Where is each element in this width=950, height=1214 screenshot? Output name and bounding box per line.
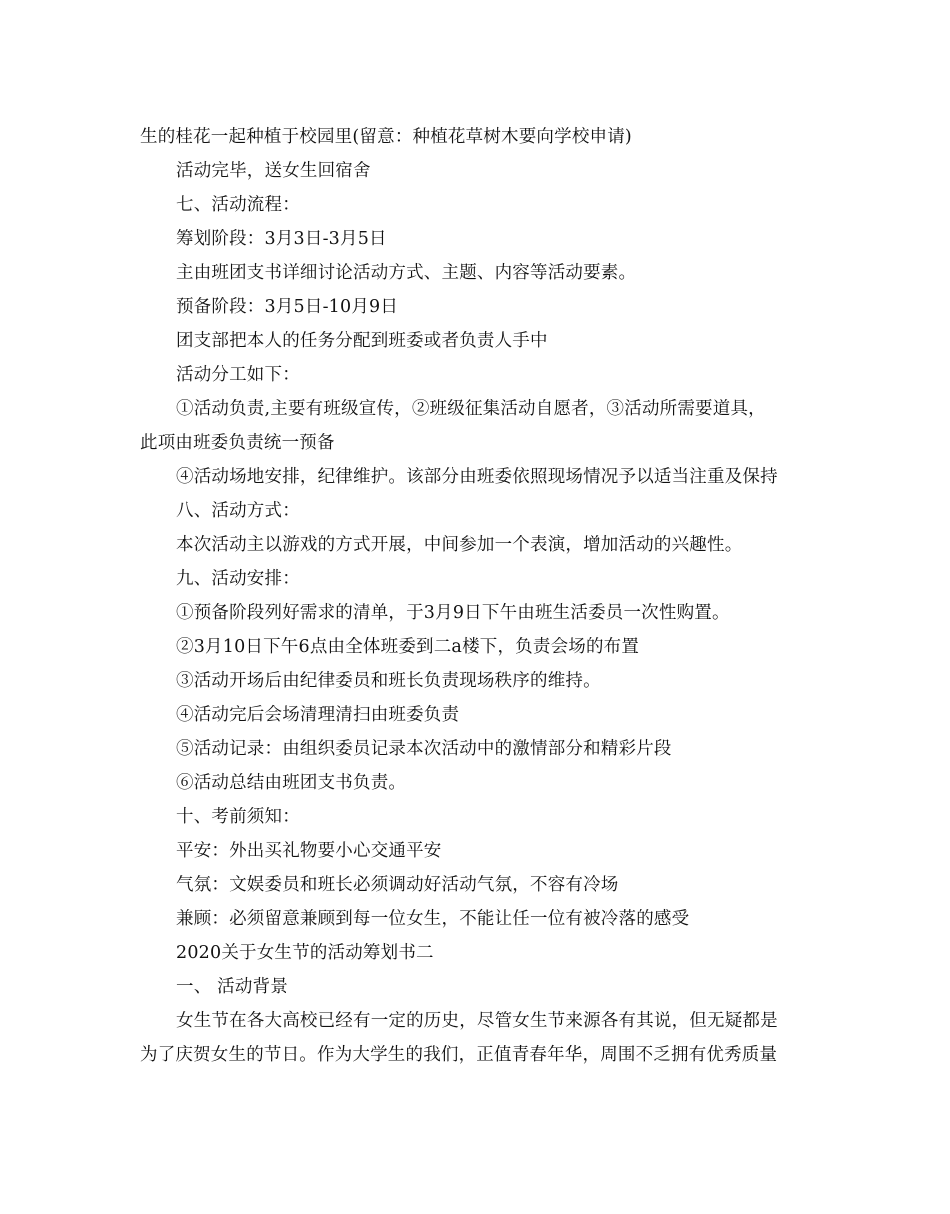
text-line: ⑤活动记录：由组织委员记录本次活动中的激情部分和精彩片段 [176, 739, 672, 759]
document-body [140, 120, 812, 1072]
text-line: ④活动完后会场清理清扫由班委负责 [176, 705, 460, 725]
section-heading: 八、活动方式： [176, 501, 300, 521]
text-line: 筹划阶段：3月3日-3月5日 [176, 229, 387, 249]
section-heading: 七、活动流程： [176, 195, 300, 215]
text-line: ④活动场地安排，纪律维护。该部分由班委依照现场情况予以适当注重及保持 [176, 467, 778, 487]
section-heading: 十、考前须知： [176, 807, 300, 827]
text-line: 气氛：文娱委员和班长必须调动好活动气氛，不容有冷场 [176, 875, 619, 895]
text-line: 女生节在各大高校已经有一定的历史，尽管女生节来源各有其说，但无疑都是 [176, 1011, 778, 1031]
text-line: 为了庆贺女生的节日。作为大学生的我们，正值青春年华，周围不乏拥有优秀质量 [140, 1045, 778, 1065]
text-line: 平安：外出买礼物要小心交通平安 [176, 841, 442, 861]
text-line: 活动完毕，送女生回宿舍 [176, 161, 371, 181]
text-line: 此项由班委负责统一预备 [140, 433, 335, 453]
text-line: 活动分工如下： [176, 365, 300, 385]
text-line: 预备阶段：3月5日-10月9日 [176, 297, 399, 317]
text-line: 主由班团支书详细讨论活动方式、主题、内容等活动要素。 [176, 263, 637, 283]
text-line: 本次活动主以游戏的方式开展，中间参加一个表演，增加活动的兴趣性。 [176, 535, 743, 555]
text-line: ①活动负责,主要有班级宣传，②班级征集活动自愿者，③活动所需要道具， [176, 399, 766, 419]
text-line: 兼顾：必须留意兼顾到每一位女生，不能让任一位有被冷落的感受 [176, 909, 690, 929]
text-line: 生的桂花一起种植于校园里(留意：种植花草树木要向学校申请) [140, 127, 632, 147]
document-subtitle: 2020关于女生节的活动筹划书二 [176, 943, 434, 963]
section-heading: 九、活动安排： [176, 569, 300, 589]
text-line: ②3月10日下午6点由全体班委到二a楼下，负责会场的布置 [176, 637, 640, 657]
text-line: 团支部把本人的任务分配到班委或者负责人手中 [176, 331, 548, 351]
text-line: ⑥活动总结由班团支书负责。 [176, 773, 407, 793]
section-heading: 一、 活动背景 [176, 977, 288, 997]
text-line: ③活动开场后由纪律委员和班长负责现场秩序的维持。 [176, 671, 601, 691]
text-line: ①预备阶段列好需求的清单，于3月9日下午由班生活委员一次性购置。 [176, 603, 730, 623]
